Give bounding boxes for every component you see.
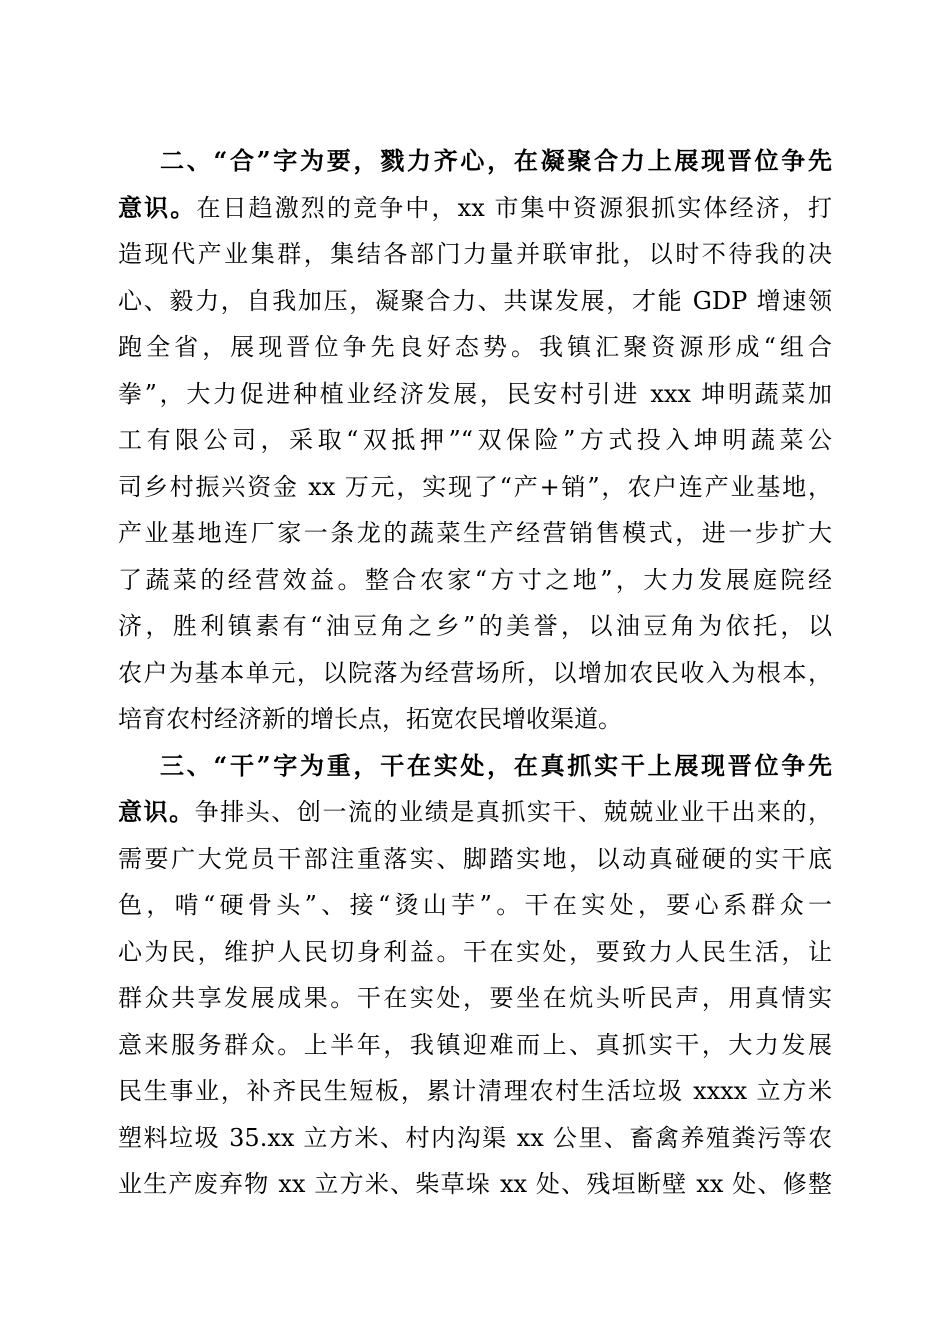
- body-text: 跑全省，展现晋位争先良好态势。我镇汇聚资源形成“组合: [118, 333, 832, 361]
- paragraph-2-line-5: [118, 929, 832, 976]
- body-text: 争排头、创一流的业绩是真抓实干、兢兢业业干出来的，: [194, 798, 832, 826]
- body-text: 意来服务群众。上半年，我镇迎难而上、真抓实干，大力发展: [118, 1030, 832, 1059]
- paragraph-1-line-8: [118, 464, 832, 511]
- paragraph-2-line-1: [118, 743, 832, 790]
- paragraph-2-line-7: [118, 1022, 832, 1069]
- paragraph-2-line-10: [118, 1161, 832, 1208]
- body-text: 了蔬菜的经营效益。整合农家“方寸之地”，大力发展庭院经: [118, 565, 832, 594]
- paragraph-1-line-12: [118, 650, 832, 697]
- body-text: 需要广大党员干部注重落实、脚踏实地，以动真碰硬的实干底: [118, 844, 832, 873]
- body-text: 色，啃“硬骨头”、接“烫山芋”。干在实处，要心系群众一: [118, 891, 832, 919]
- section-heading-3-continued: 意识。: [118, 797, 195, 826]
- paragraph-1-line-9: [118, 510, 832, 557]
- body-text: 济，胜利镇素有“油豆角之乡”的美誉，以油豆角为依托，以: [118, 612, 832, 640]
- paragraph-1-line-7: [118, 417, 832, 464]
- section-heading-2-continued: 意识。: [118, 192, 197, 222]
- paragraph-2-line-4: [118, 882, 832, 929]
- body-text: 塑料垃圾 35.xx 立方米、村内沟渠 xx 公里、畜禽养殖粪污等农: [118, 1123, 832, 1152]
- paragraph-1-line-13: [118, 696, 832, 743]
- body-text: 工有限公司，采取“双抵押”“双保险”方式投入坤明蔬菜公: [118, 426, 832, 454]
- body-text: 民生事业，补齐民生短板，累计清理农村生活垃圾 xxxx 立方米: [118, 1077, 832, 1105]
- body-text: 拳”，大力促进种植业经济发展，民安村引进 xxx 坤明蔬菜加: [118, 379, 832, 408]
- paragraph-1-line-5: [118, 324, 832, 371]
- body-text: 司乡村振兴资金 xx 万元，实现了“产+销”，农户连产业基地，: [118, 472, 832, 501]
- paragraph-2-line-2: [118, 789, 832, 836]
- paragraph-2-line-8: [118, 1068, 832, 1115]
- paragraph-1-line-6: [118, 371, 832, 418]
- body-text: 农户为基本单元，以院落为经营场所，以增加农民收入为根本，: [118, 658, 832, 687]
- paragraph-1-line-4: [118, 278, 832, 325]
- body-text: 群众共享发展成果。干在实处，要坐在炕头听民声，用真情实: [118, 984, 832, 1012]
- body-text: 心、毅力，自我加压，凝聚合力、共谋发展，才能 GDP 增速领: [118, 286, 832, 315]
- paragraph-1-line-3: [118, 231, 832, 278]
- section-heading-2: 二、“合”字为要，戮力齐心，在凝聚合力上展现晋位争先: [160, 146, 832, 175]
- body-text: 心为民，维护人民切身利益。干在实处，要致力人民生活，让: [118, 937, 832, 966]
- paragraph-1-line-2: [118, 185, 832, 232]
- body-text: 产业基地连厂家一条龙的蔬菜生产经营销售模式，进一步扩大: [118, 519, 832, 547]
- body-text: 造现代产业集群，集结各部门力量并联审批，以时不待我的决: [118, 240, 832, 268]
- body-text: 培育农村经济新的增长点，拓宽农民增收渠道。: [118, 705, 622, 733]
- paragraph-1-line-1: [118, 138, 832, 185]
- paragraph-2-line-6: [118, 975, 832, 1022]
- paragraph-1-line-11: [118, 603, 832, 650]
- document-body: [118, 138, 832, 1208]
- body-text: 业生产废弃物 xx 立方米、柴草垛 xx 处、残垣断壁 xx 处、修整: [118, 1170, 832, 1198]
- paragraph-2-line-9: [118, 1115, 832, 1162]
- paragraph-1-line-10: [118, 557, 832, 604]
- body-text: 在日趋激烈的竞争中，xx 市集中资源狠抓实体经济，打: [196, 193, 832, 222]
- paragraph-2-line-3: [118, 836, 832, 883]
- section-heading-3: 三、“干”字为重，干在实处，在真抓实干上展现晋位争先: [160, 750, 832, 780]
